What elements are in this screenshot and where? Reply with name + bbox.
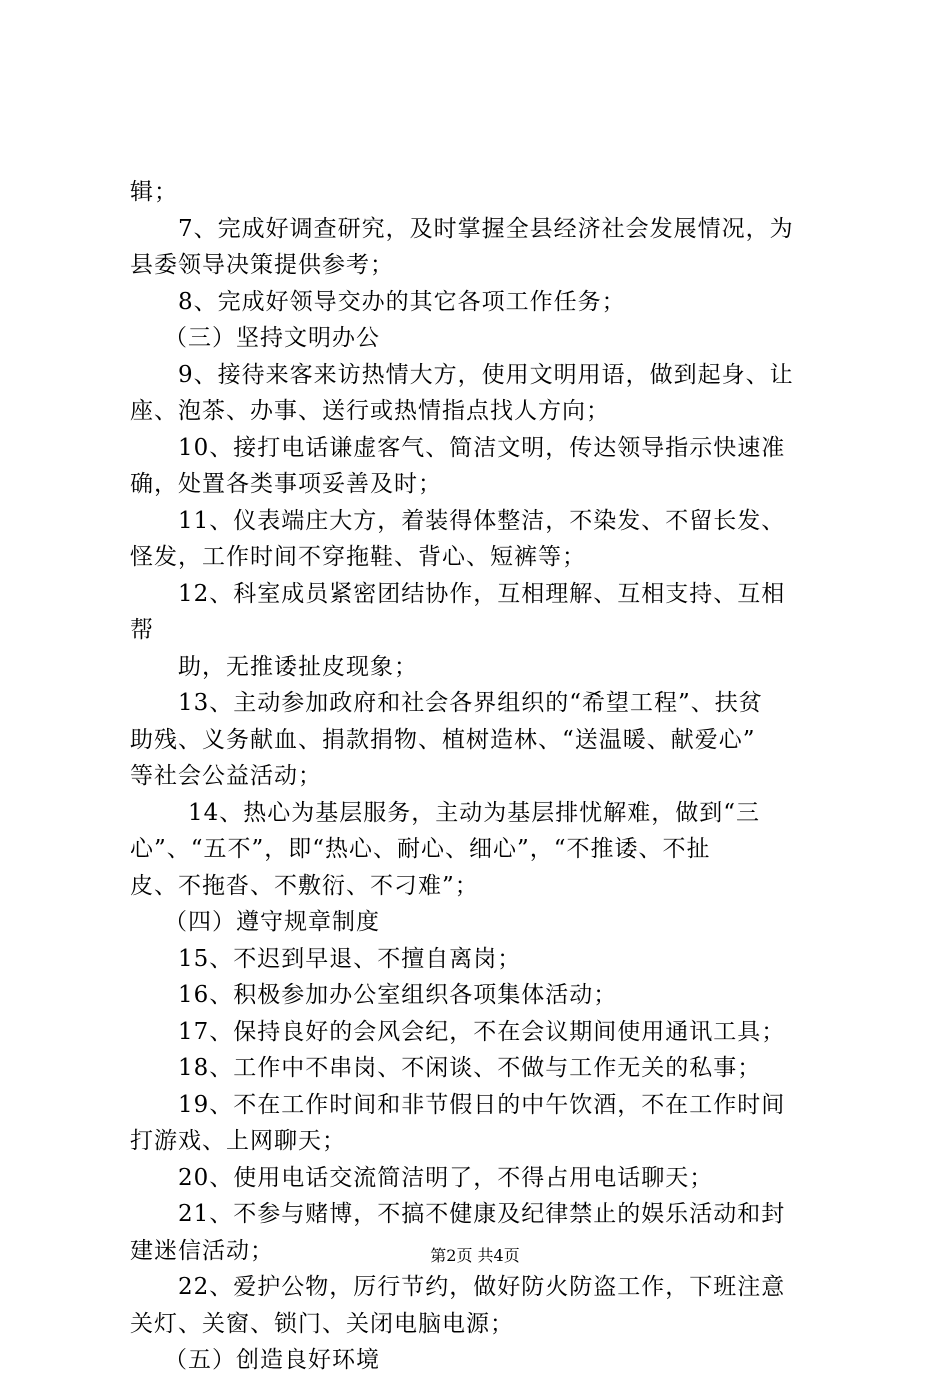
document-body (130, 174, 842, 1379)
text-line: 座、泡茶、办事、送行或热情指点找人方向； (130, 398, 610, 424)
text-line: 13、主动参加政府和社会各界组织的“希望工程”、扶贫 (178, 690, 763, 716)
text-line: 助，无推诿扯皮现象； (178, 653, 418, 680)
text-line: 怪发，工作时间不穿拖鞋、背心、短裤等； (130, 544, 586, 570)
text-line: 17、保持良好的会风会纪，不在会议期间使用通讯工具； (178, 1018, 786, 1045)
text-line: 心”、“五不”，即“热心、耐心、细心”，“不推诿、不扯 (130, 836, 711, 862)
text-line: 8、完成好领导交办的其它各项工作任务； (178, 288, 626, 315)
text-line: 19、不在工作时间和非节假日的中午饮酒，不在工作时间 (178, 1091, 786, 1118)
text-line: 15、不迟到早退、不擅自离岗； (178, 945, 522, 972)
page-footer: 第2页 共4页 (430, 1246, 520, 1265)
text-line: 10、接打电话谦虚客气、简洁文明，传达领导指示快速准 (178, 434, 786, 461)
text-line: 帮 (130, 617, 154, 643)
text-line: 11、仪表端庄大方，着装得体整洁，不染发、不留长发、 (178, 507, 786, 534)
text-line: （五）创造良好环境 (164, 1347, 380, 1373)
text-line: 18、工作中不串岗、不闲谈、不做与工作无关的私事； (178, 1055, 762, 1081)
text-line: 助残、义务献血、捐款捐物、植树造林、“送温暖、献爱心” (130, 726, 756, 753)
text-line: 14、热心为基层服务，主动为基层排忧解难，做到“三 (188, 799, 761, 826)
text-line: 22、爱护公物，厉行节约，做好防火防盗工作，下班注意 (178, 1274, 786, 1300)
text-line: 16、积极参加办公室组织各项集体活动； (178, 982, 618, 1008)
text-line: （四）遵守规章制度 (164, 909, 380, 935)
text-line: 皮、不拖沓、不敷衍、不刁难”； (130, 872, 479, 899)
text-line: 关灯、关窗、锁门、关闭电脑电源； (130, 1310, 514, 1337)
text-line: （三）坚持文明办公 (164, 325, 380, 351)
text-line: 辑； (130, 179, 178, 205)
text-line: 县委领导决策提供参考； (130, 252, 394, 278)
text-line: 确，处置各类事项妥善及时； (130, 471, 442, 497)
text-line: 12、科室成员紧密团结协作，互相理解、互相支持、互相 (178, 580, 786, 607)
text-line: 打游戏、上网聊天； (130, 1128, 346, 1154)
text-line: 21、不参与赌博，不搞不健康及纪律禁止的娱乐活动和封 (178, 1201, 786, 1227)
text-line: 建迷信活动； (130, 1237, 274, 1264)
text-line: 等社会公益活动； (130, 763, 322, 789)
text-line: 7、完成好调查研究，及时掌握全县经济社会发展情况，为 (178, 215, 794, 242)
text-line: 20、使用电话交流简洁明了，不得占用电话聊天； (178, 1164, 714, 1191)
text-line: 9、接待来客来访热情大方，使用文明用语，做到起身、让 (178, 361, 794, 388)
